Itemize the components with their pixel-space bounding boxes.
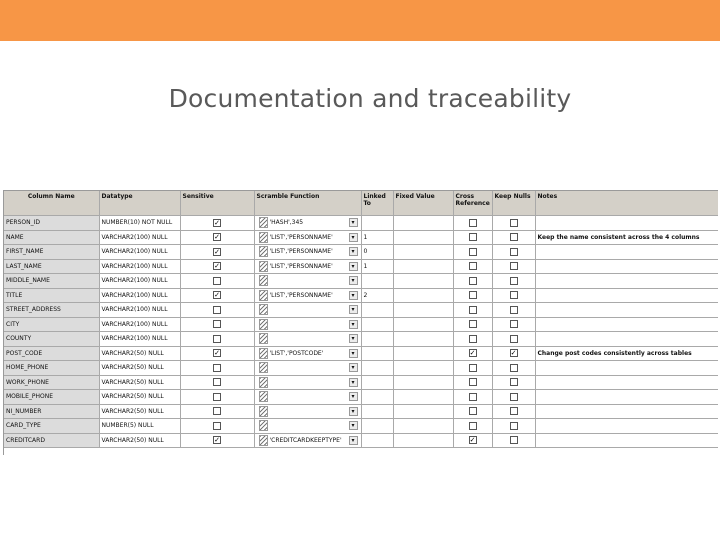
chevron-down-icon[interactable]: ▾ — [349, 218, 358, 227]
linked-to-cell[interactable] — [361, 332, 393, 347]
scramble-function-cell[interactable] — [254, 375, 361, 390]
scramble-function-icon[interactable] — [259, 304, 268, 315]
table-row[interactable] — [4, 230, 718, 245]
table-row[interactable] — [4, 390, 718, 405]
linked-to-cell[interactable] — [361, 216, 393, 231]
notes-cell[interactable] — [535, 245, 718, 260]
scramble-function-cell[interactable] — [254, 346, 361, 361]
sensitive-cell — [180, 390, 254, 405]
data-grid — [3, 190, 718, 455]
datatype-cell[interactable]: VARCHAR2(100) NULL — [99, 230, 180, 245]
sensitive-checkbox[interactable] — [213, 378, 221, 386]
scramble-function-icon[interactable] — [259, 333, 268, 344]
scramble-function-cell[interactable] — [254, 419, 361, 434]
notes-cell[interactable]: Change post codes consistently across tables — [535, 346, 718, 361]
cross-reference-checkbox[interactable]: ✓ — [469, 436, 476, 445]
notes-cell[interactable] — [535, 361, 718, 376]
chevron-down-icon[interactable]: ▾ — [349, 436, 358, 445]
table-row[interactable] — [4, 216, 718, 231]
keep-nulls-cell — [492, 433, 535, 448]
keep-nulls-cell — [492, 230, 535, 245]
chevron-down-icon[interactable]: ▾ — [349, 305, 358, 314]
col-header[interactable]: Linked To — [361, 191, 393, 216]
scramble-function-cell[interactable] — [254, 230, 361, 245]
sensitive-checkbox[interactable]: ✓ — [214, 262, 220, 271]
keep-nulls-cell — [492, 259, 535, 274]
cross-reference-cell — [453, 230, 492, 245]
table-row[interactable] — [4, 303, 718, 318]
fixed-value-cell[interactable] — [393, 303, 453, 318]
notes-cell[interactable] — [535, 419, 718, 434]
scramble-function-cell[interactable] — [254, 361, 361, 376]
linked-to-cell[interactable] — [361, 433, 393, 448]
sensitive-checkbox[interactable]: ✓ — [214, 291, 220, 300]
scramble-function-icon[interactable] — [259, 290, 268, 301]
chevron-down-icon[interactable]: ▾ — [349, 262, 358, 271]
keep-nulls-checkbox[interactable] — [510, 378, 518, 386]
cross-reference-checkbox[interactable] — [469, 277, 477, 285]
sensitive-cell — [180, 245, 254, 260]
scramble-function-icon[interactable] — [259, 246, 268, 257]
datatype-cell[interactable]: VARCHAR2(50) NULL — [99, 346, 180, 361]
table-row[interactable] — [4, 274, 718, 289]
notes-cell[interactable] — [535, 404, 718, 419]
datatype-cell[interactable]: VARCHAR2(100) NULL — [99, 288, 180, 303]
datatype-cell[interactable]: NUMBER(5) NULL — [99, 419, 180, 434]
scramble-function-cell[interactable] — [254, 317, 361, 332]
col-header[interactable]: Datatype — [99, 191, 180, 216]
fixed-value-cell[interactable] — [393, 216, 453, 231]
scramble-function-value: 'LIST','PERSONNAME' — [269, 291, 333, 299]
keep-nulls-cell — [492, 332, 535, 347]
scramble-function-cell[interactable] — [254, 288, 361, 303]
sensitive-checkbox[interactable]: ✓ — [214, 233, 220, 242]
keep-nulls-checkbox[interactable] — [510, 422, 518, 430]
fixed-value-cell[interactable] — [393, 230, 453, 245]
table-row[interactable] — [4, 375, 718, 390]
table-row[interactable] — [4, 245, 718, 260]
linked-to-cell[interactable]: 1 — [361, 259, 393, 274]
keep-nulls-cell — [492, 303, 535, 318]
scramble-function-value: 'LIST','PERSONNAME' — [269, 233, 333, 241]
fixed-value-cell[interactable] — [393, 259, 453, 274]
fixed-value-cell[interactable] — [393, 274, 453, 289]
keep-nulls-checkbox[interactable] — [510, 364, 518, 372]
sensitive-cell — [180, 419, 254, 434]
column-name-cell[interactable]: CARD_TYPE — [4, 419, 99, 434]
sensitive-cell — [180, 274, 254, 289]
chevron-down-icon[interactable]: ▾ — [349, 349, 358, 358]
slide-title: Documentation and traceability — [168, 84, 572, 113]
linked-to-cell[interactable] — [361, 346, 393, 361]
scramble-function-cell[interactable] — [254, 216, 361, 231]
linked-to-cell[interactable] — [361, 274, 393, 289]
notes-cell[interactable] — [535, 303, 718, 318]
column-name-cell[interactable]: NI_NUMBER — [4, 404, 99, 419]
sensitive-cell — [180, 303, 254, 318]
sensitive-cell — [180, 346, 254, 361]
cross-reference-cell — [453, 433, 492, 448]
sensitive-checkbox[interactable] — [213, 320, 221, 328]
cross-reference-checkbox[interactable] — [469, 262, 477, 270]
chevron-down-icon[interactable]: ▾ — [349, 320, 358, 329]
scramble-function-icon[interactable] — [259, 362, 268, 373]
chevron-down-icon[interactable]: ▾ — [349, 276, 358, 285]
column-name-cell[interactable]: LAST_NAME — [4, 259, 99, 274]
chevron-down-icon[interactable]: ▾ — [349, 291, 358, 300]
table-row[interactable] — [4, 419, 718, 434]
keep-nulls-cell — [492, 274, 535, 289]
column-name-cell[interactable]: STREET_ADDRESS — [4, 303, 99, 318]
sensitive-cell — [180, 433, 254, 448]
scramble-function-cell[interactable] — [254, 245, 361, 260]
notes-cell[interactable] — [535, 375, 718, 390]
table-row[interactable] — [4, 259, 718, 274]
linked-to-cell[interactable]: 1 — [361, 230, 393, 245]
scramble-function-icon[interactable] — [259, 377, 268, 388]
sensitive-checkbox[interactable]: ✓ — [214, 349, 220, 358]
cross-reference-checkbox[interactable] — [469, 291, 477, 299]
chevron-down-icon[interactable]: ▾ — [349, 392, 358, 401]
datatype-cell[interactable]: VARCHAR2(50) NULL — [99, 433, 180, 448]
sensitive-cell — [180, 375, 254, 390]
table-row[interactable] — [4, 404, 718, 419]
sensitive-checkbox[interactable]: ✓ — [214, 218, 220, 227]
chevron-down-icon[interactable]: ▾ — [349, 378, 358, 387]
scramble-function-cell[interactable] — [254, 259, 361, 274]
keep-nulls-checkbox[interactable] — [510, 248, 518, 256]
keep-nulls-checkbox[interactable] — [510, 320, 518, 328]
cross-reference-cell — [453, 361, 492, 376]
linked-to-cell[interactable] — [361, 375, 393, 390]
scramble-function-icon[interactable] — [259, 348, 268, 359]
linked-to-cell[interactable]: 0 — [361, 245, 393, 260]
scramble-function-cell[interactable] — [254, 390, 361, 405]
masking-config-table — [4, 191, 718, 448]
scramble-function-icon[interactable] — [259, 391, 268, 402]
sensitive-checkbox[interactable] — [213, 277, 221, 285]
cross-reference-checkbox[interactable] — [469, 306, 477, 314]
col-header[interactable]: Sensitive — [180, 191, 254, 216]
cross-reference-cell — [453, 390, 492, 405]
cross-reference-cell — [453, 404, 492, 419]
chevron-down-icon[interactable]: ▾ — [349, 363, 358, 372]
datatype-cell[interactable]: VARCHAR2(100) NULL — [99, 317, 180, 332]
col-header[interactable]: Fixed Value — [393, 191, 453, 216]
keep-nulls-checkbox[interactable] — [510, 436, 518, 444]
cross-reference-checkbox[interactable] — [469, 407, 477, 415]
column-name-cell[interactable]: TITLE — [4, 288, 99, 303]
table-row[interactable] — [4, 332, 718, 347]
fixed-value-cell[interactable] — [393, 404, 453, 419]
keep-nulls-checkbox[interactable] — [510, 407, 518, 415]
sensitive-cell — [180, 361, 254, 376]
scramble-function-value: 'LIST','PERSONNAME' — [269, 248, 333, 256]
column-name-cell[interactable]: MIDDLE_NAME — [4, 274, 99, 289]
keep-nulls-checkbox[interactable] — [510, 291, 518, 299]
notes-cell[interactable] — [535, 317, 718, 332]
cross-reference-cell — [453, 419, 492, 434]
col-header[interactable]: Keep Nulls — [492, 191, 535, 216]
notes-cell[interactable] — [535, 332, 718, 347]
sensitive-checkbox[interactable] — [213, 335, 221, 343]
linked-to-cell[interactable] — [361, 419, 393, 434]
scramble-function-icon[interactable] — [259, 420, 268, 431]
sensitive-cell — [180, 288, 254, 303]
sensitive-checkbox[interactable] — [213, 393, 221, 401]
datatype-cell[interactable]: VARCHAR2(50) NULL — [99, 375, 180, 390]
col-header[interactable]: Column Name — [4, 191, 99, 216]
keep-nulls-checkbox[interactable] — [510, 335, 518, 343]
col-header[interactable]: Notes — [535, 191, 718, 216]
table-body — [4, 216, 718, 448]
keep-nulls-checkbox[interactable]: ✓ — [510, 349, 517, 358]
linked-to-cell[interactable] — [361, 361, 393, 376]
scramble-function-value: 'LIST','POSTCODE' — [269, 349, 324, 357]
scramble-function-cell[interactable] — [254, 303, 361, 318]
table-row[interactable] — [4, 346, 718, 361]
col-header[interactable]: Cross Reference — [453, 191, 492, 216]
linked-to-cell[interactable] — [361, 303, 393, 318]
column-name-cell[interactable]: HOME_PHONE — [4, 361, 99, 376]
sensitive-checkbox[interactable]: ✓ — [214, 247, 220, 256]
chevron-down-icon[interactable]: ▾ — [349, 233, 358, 242]
keep-nulls-cell — [492, 419, 535, 434]
table-row[interactable] — [4, 361, 718, 376]
cross-reference-checkbox[interactable] — [469, 422, 477, 430]
sensitive-cell — [180, 259, 254, 274]
keep-nulls-checkbox[interactable] — [510, 219, 518, 227]
scramble-function-value: 'CREDITCARDKEEPTYPE' — [269, 436, 342, 444]
datatype-cell[interactable]: NUMBER(10) NOT NULL — [99, 216, 180, 231]
datatype-cell[interactable]: VARCHAR2(100) NULL — [99, 303, 180, 318]
fixed-value-cell[interactable] — [393, 346, 453, 361]
scramble-function-icon[interactable] — [259, 406, 268, 417]
cross-reference-cell — [453, 332, 492, 347]
fixed-value-cell[interactable] — [393, 288, 453, 303]
table-row[interactable] — [4, 317, 718, 332]
column-name-cell[interactable]: FIRST_NAME — [4, 245, 99, 260]
linked-to-cell[interactable] — [361, 317, 393, 332]
datatype-cell[interactable]: VARCHAR2(100) NULL — [99, 332, 180, 347]
sensitive-cell — [180, 404, 254, 419]
column-name-cell[interactable]: CREDITCARD — [4, 433, 99, 448]
cross-reference-checkbox[interactable]: ✓ — [469, 349, 476, 358]
sensitive-checkbox[interactable] — [213, 407, 221, 415]
sensitive-checkbox[interactable]: ✓ — [214, 436, 220, 445]
scramble-function-cell[interactable] — [254, 404, 361, 419]
chevron-down-icon[interactable]: ▾ — [349, 247, 358, 256]
cross-reference-checkbox[interactable] — [469, 364, 477, 372]
keep-nulls-cell — [492, 317, 535, 332]
column-name-cell[interactable]: MOBILE_PHONE — [4, 390, 99, 405]
notes-cell[interactable] — [535, 216, 718, 231]
scramble-function-icon[interactable] — [259, 217, 268, 228]
column-name-cell[interactable]: COUNTY — [4, 332, 99, 347]
fixed-value-cell[interactable] — [393, 361, 453, 376]
keep-nulls-checkbox[interactable] — [510, 277, 518, 285]
keep-nulls-cell — [492, 288, 535, 303]
keep-nulls-cell — [492, 245, 535, 260]
cross-reference-cell — [453, 375, 492, 390]
keep-nulls-cell — [492, 404, 535, 419]
table-row[interactable] — [4, 433, 718, 448]
linked-to-cell[interactable] — [361, 390, 393, 405]
scramble-function-value: 'LIST','PERSONNAME' — [269, 262, 333, 270]
datatype-cell[interactable]: VARCHAR2(50) NULL — [99, 390, 180, 405]
column-name-cell[interactable]: NAME — [4, 230, 99, 245]
cross-reference-checkbox[interactable] — [469, 378, 477, 386]
cross-reference-checkbox[interactable] — [469, 233, 477, 241]
fixed-value-cell[interactable] — [393, 433, 453, 448]
keep-nulls-cell — [492, 375, 535, 390]
notes-cell[interactable] — [535, 433, 718, 448]
scramble-function-cell[interactable] — [254, 332, 361, 347]
keep-nulls-cell — [492, 216, 535, 231]
scramble-function-cell[interactable] — [254, 433, 361, 448]
keep-nulls-checkbox[interactable] — [510, 262, 518, 270]
notes-cell[interactable] — [535, 274, 718, 289]
col-header[interactable]: Scramble Function — [254, 191, 361, 216]
cross-reference-cell — [453, 274, 492, 289]
fixed-value-cell[interactable] — [393, 390, 453, 405]
fixed-value-cell[interactable] — [393, 332, 453, 347]
scramble-function-value: 'HASH',345 — [269, 219, 304, 227]
fixed-value-cell[interactable] — [393, 317, 453, 332]
keep-nulls-cell — [492, 346, 535, 361]
cross-reference-cell — [453, 259, 492, 274]
column-name-cell[interactable]: CITY — [4, 317, 99, 332]
scramble-function-cell[interactable] — [254, 274, 361, 289]
keep-nulls-checkbox[interactable] — [510, 306, 518, 314]
sensitive-checkbox[interactable] — [213, 422, 221, 430]
scramble-function-icon[interactable] — [259, 261, 268, 272]
cross-reference-checkbox[interactable] — [469, 320, 477, 328]
datatype-cell[interactable]: VARCHAR2(100) NULL — [99, 274, 180, 289]
scramble-function-icon[interactable] — [259, 319, 268, 330]
chevron-down-icon[interactable]: ▾ — [349, 407, 358, 416]
linked-to-cell[interactable] — [361, 404, 393, 419]
column-name-cell[interactable]: PERSON_ID — [4, 216, 99, 231]
scramble-function-icon[interactable] — [259, 232, 268, 243]
keep-nulls-checkbox[interactable] — [510, 233, 518, 241]
datatype-cell[interactable]: VARCHAR2(100) NULL — [99, 259, 180, 274]
datatype-cell[interactable]: VARCHAR2(100) NULL — [99, 245, 180, 260]
cross-reference-checkbox[interactable] — [469, 335, 477, 343]
column-name-cell[interactable]: WORK_PHONE — [4, 375, 99, 390]
cross-reference-cell — [453, 317, 492, 332]
scramble-function-icon[interactable] — [259, 435, 268, 446]
cross-reference-cell — [453, 245, 492, 260]
fixed-value-cell[interactable] — [393, 375, 453, 390]
notes-cell[interactable]: Keep the name consistent across the 4 columns — [535, 230, 718, 245]
notes-cell[interactable] — [535, 390, 718, 405]
sensitive-cell — [180, 230, 254, 245]
cross-reference-cell — [453, 288, 492, 303]
sensitive-checkbox[interactable] — [213, 364, 221, 372]
datatype-cell[interactable]: VARCHAR2(50) NULL — [99, 404, 180, 419]
cross-reference-cell — [453, 216, 492, 231]
fixed-value-cell[interactable] — [393, 419, 453, 434]
sensitive-cell — [180, 216, 254, 231]
keep-nulls-cell — [492, 361, 535, 376]
column-name-cell[interactable]: POST_CODE — [4, 346, 99, 361]
fixed-value-cell[interactable] — [393, 245, 453, 260]
keep-nulls-checkbox[interactable] — [510, 393, 518, 401]
scramble-function-icon[interactable] — [259, 275, 268, 286]
sensitive-checkbox[interactable] — [213, 306, 221, 314]
chevron-down-icon[interactable]: ▾ — [349, 334, 358, 343]
notes-cell[interactable] — [535, 288, 718, 303]
cross-reference-cell — [453, 303, 492, 318]
datatype-cell[interactable]: VARCHAR2(50) NULL — [99, 361, 180, 376]
keep-nulls-cell — [492, 390, 535, 405]
table-row[interactable] — [4, 288, 718, 303]
cross-reference-cell — [453, 346, 492, 361]
linked-to-cell[interactable]: 2 — [361, 288, 393, 303]
table-header-row — [4, 191, 718, 216]
cross-reference-checkbox[interactable] — [469, 219, 477, 227]
notes-cell[interactable] — [535, 259, 718, 274]
sensitive-cell — [180, 332, 254, 347]
sensitive-cell — [180, 317, 254, 332]
cross-reference-checkbox[interactable] — [469, 248, 477, 256]
top-accent-bar — [0, 0, 720, 41]
cross-reference-checkbox[interactable] — [469, 393, 477, 401]
chevron-down-icon[interactable]: ▾ — [349, 421, 358, 430]
